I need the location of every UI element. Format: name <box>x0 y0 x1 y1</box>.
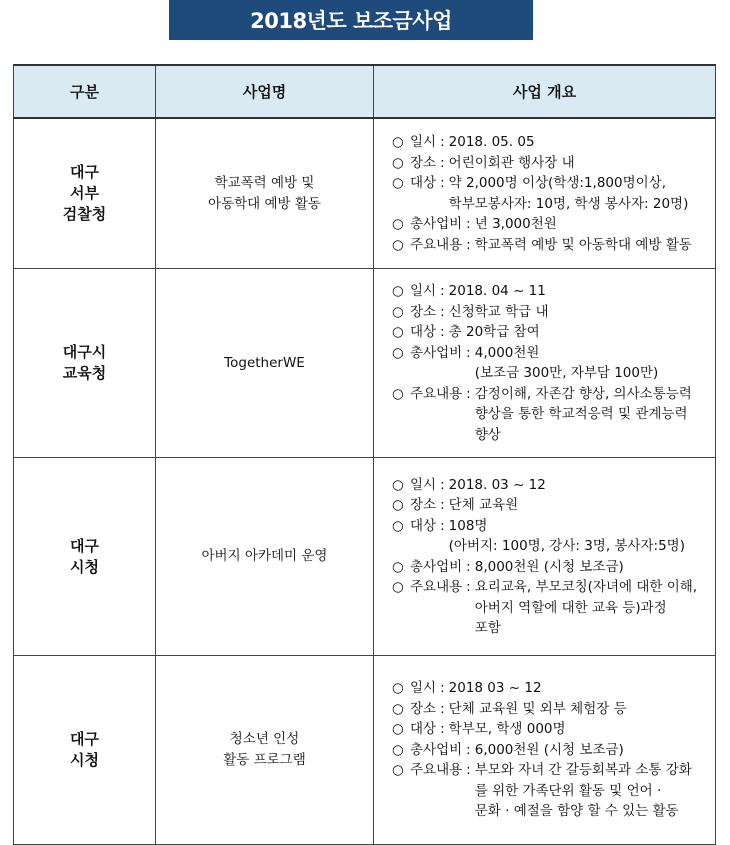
overview-item-content <box>475 214 711 235</box>
overview-item-label: 일시 <box>410 283 437 299</box>
overview-item-label: 장소 <box>410 700 437 717</box>
colon-separator: : <box>466 344 471 361</box>
circle-bullet-icon: ○ <box>392 476 404 493</box>
overview-item <box>392 132 711 153</box>
colon-separator: : <box>440 324 445 340</box>
category-line: 교육청 <box>62 364 107 382</box>
overview-item-line: 단체 교육원 <box>448 497 519 513</box>
overview-item-content <box>449 516 711 557</box>
project-name-line: 아동학대 예방 활동 <box>208 195 321 212</box>
overview-item-label: 대상 <box>410 721 437 738</box>
circle-bullet-icon: ○ <box>392 721 404 738</box>
overview-item-label: 총사업비 <box>410 216 463 232</box>
category-line: 대구시 <box>62 343 107 361</box>
overview-item-content <box>449 153 711 174</box>
table-row <box>14 269 716 458</box>
overview-item-line: 를 위한 가족단위 활동 및 언어 · <box>474 782 662 799</box>
project-name-line: 활동 프로그램 <box>223 752 306 768</box>
circle-bullet-icon: ○ <box>392 497 404 513</box>
table-header-row <box>14 65 716 118</box>
overview-item-content <box>475 343 711 384</box>
circle-bullet-icon: ○ <box>392 344 404 361</box>
overview-item-line: 감정이해, 자존감 향상, 의사소통능력 <box>474 385 692 402</box>
overview-item <box>392 153 711 174</box>
overview-item <box>392 235 711 256</box>
overview-item-line: 2018. 05. 05 <box>448 134 535 150</box>
overview-item-content <box>449 699 711 720</box>
overview-item <box>392 322 711 343</box>
overview-item <box>392 577 711 639</box>
category-line: 대구 <box>70 730 99 748</box>
colon-separator: : <box>440 303 445 320</box>
overview-item-content <box>449 132 711 153</box>
colon-separator: : <box>440 700 445 717</box>
overview-item <box>392 699 711 720</box>
overview-cell <box>374 458 716 656</box>
overview-item <box>392 516 711 557</box>
overview-item-line: (보조금 300만, 자부담 100만) <box>474 365 659 381</box>
circle-bullet-icon: ○ <box>392 154 404 171</box>
header-project-name: 사업명 <box>156 65 374 118</box>
circle-bullet-icon: ○ <box>392 680 404 697</box>
overview-item-label: 총사업비 <box>410 741 463 758</box>
overview-item-line: 아버지 역할에 대한 교육 등)과정 <box>474 599 667 616</box>
overview-item-line: 4,000천원 <box>474 344 540 361</box>
overview-item-line: 학교폭력 예방 및 아동학대 예방 활동 <box>474 236 692 253</box>
project-name-cell <box>156 458 374 656</box>
header-overview: 사업 개요 <box>374 65 716 118</box>
category-cell <box>14 269 156 458</box>
overview-item-line: 학부모, 학생 000명 <box>448 721 566 738</box>
project-name-line: 청소년 인성 <box>229 731 300 747</box>
colon-separator: : <box>466 558 471 575</box>
overview-item-label: 주요내용 <box>410 236 463 253</box>
overview-item <box>392 343 711 384</box>
overview-item-line: 2018 03 ~ 12 <box>448 680 542 697</box>
colon-separator: : <box>440 283 445 299</box>
overview-item-label: 대상 <box>410 517 437 534</box>
table-row <box>14 118 716 269</box>
colon-separator: : <box>466 579 471 595</box>
overview-item <box>392 281 711 302</box>
category-line: 시청 <box>70 751 99 769</box>
category-line: 검찰청 <box>62 205 107 223</box>
category-cell <box>14 118 156 269</box>
overview-cell <box>374 656 716 845</box>
overview-item-label: 장소 <box>410 303 437 320</box>
project-name-line: 아버지 아카데미 운영 <box>201 548 328 564</box>
colon-separator: : <box>466 385 471 402</box>
circle-bullet-icon: ○ <box>392 303 404 320</box>
overview-item <box>392 678 711 699</box>
overview-item-content <box>475 760 711 822</box>
overview-item-line: 총 20학급 참여 <box>448 324 540 340</box>
overview-item-content <box>449 719 711 740</box>
overview-item-content <box>449 302 711 323</box>
overview-item-label: 총사업비 <box>410 558 463 575</box>
colon-separator: : <box>466 216 471 232</box>
project-name-line: TogetherWE <box>224 354 305 371</box>
overview-item-label: 대상 <box>410 324 437 340</box>
overview-item <box>392 384 711 446</box>
category-line: 대구 <box>70 536 99 555</box>
circle-bullet-icon: ○ <box>392 762 404 779</box>
project-name-cell <box>156 656 374 845</box>
overview-item-label: 총사업비 <box>410 344 463 361</box>
category-cell <box>14 458 156 656</box>
overview-item-line: 단체 교육원 및 외부 체험장 등 <box>448 700 627 717</box>
overview-item-label: 주요내용 <box>410 762 463 779</box>
project-name-line: 학교폭력 예방 및 <box>214 174 315 191</box>
overview-item-content <box>449 322 711 343</box>
overview-item-content <box>475 384 711 446</box>
overview-item-content <box>475 557 711 578</box>
overview-item-content <box>475 577 711 639</box>
circle-bullet-icon: ○ <box>392 385 404 402</box>
page-title: 2018년도 보조금사업 <box>169 0 533 40</box>
subsidy-table <box>13 64 716 845</box>
overview-item-line: 6,000천원 (시청 보조금) <box>474 741 624 758</box>
overview-item-line: 부모와 자녀 간 갈등회복과 소통 강화 <box>474 762 692 779</box>
colon-separator: : <box>440 154 445 171</box>
colon-separator: : <box>440 721 445 738</box>
overview-item <box>392 214 711 235</box>
category-line: 대구 <box>70 163 99 181</box>
overview-item-line: (아버지: 100명, 강사: 3명, 봉사자:5명) <box>448 538 685 554</box>
category-line: 시청 <box>70 557 99 576</box>
overview-item-line: 년 3,000천원 <box>474 216 557 232</box>
overview-item-line: 2018. 03 ~ 12 <box>448 476 546 493</box>
circle-bullet-icon: ○ <box>392 741 404 758</box>
circle-bullet-icon: ○ <box>392 175 404 191</box>
colon-separator: : <box>440 476 445 493</box>
overview-cell <box>374 269 716 458</box>
circle-bullet-icon: ○ <box>392 517 404 534</box>
overview-item-line: 약 2,000명 이상(학생:1,800명이상, <box>448 175 667 191</box>
colon-separator: : <box>440 497 445 513</box>
overview-item-line: 108명 <box>448 517 488 534</box>
overview-item-line: 학부모봉사자: 10명, 학생 봉사자: 20명) <box>448 195 689 212</box>
overview-item <box>392 719 711 740</box>
overview-item-line: 포함 <box>474 620 501 636</box>
overview-item-line: 2018. 04 ~ 11 <box>448 283 546 299</box>
overview-item <box>392 302 711 323</box>
circle-bullet-icon: ○ <box>392 134 404 150</box>
overview-cell <box>374 118 716 269</box>
overview-item-label: 일시 <box>410 476 437 493</box>
colon-separator: : <box>440 134 445 150</box>
colon-separator: : <box>466 236 471 253</box>
header-category: 구분 <box>14 65 156 118</box>
table-row <box>14 458 716 656</box>
overview-item-label: 대상 <box>410 175 437 191</box>
overview-item-content <box>449 475 711 496</box>
overview-item-line: 요리교육, 부모코칭(자녀에 대한 이해, <box>474 579 698 595</box>
overview-item-content <box>449 495 711 516</box>
circle-bullet-icon: ○ <box>392 579 404 595</box>
overview-item-content <box>475 235 711 256</box>
table-row <box>14 656 716 845</box>
overview-item-content <box>449 173 711 214</box>
overview-item-label: 일시 <box>410 680 437 697</box>
circle-bullet-icon: ○ <box>392 700 404 717</box>
overview-item <box>392 173 711 214</box>
overview-item <box>392 557 711 578</box>
overview-item-content <box>449 678 711 699</box>
overview-item-line: 신청학교 학급 내 <box>448 303 549 320</box>
overview-item-label: 주요내용 <box>410 579 463 595</box>
circle-bullet-icon: ○ <box>392 558 404 575</box>
circle-bullet-icon: ○ <box>392 324 404 340</box>
project-name-cell <box>156 269 374 458</box>
colon-separator: : <box>466 741 471 758</box>
overview-item-line: 향상을 통한 학교적응력 및 관계능력 <box>474 406 688 422</box>
colon-separator: : <box>466 762 471 779</box>
overview-item <box>392 495 711 516</box>
colon-separator: : <box>440 175 445 191</box>
overview-item-label: 일시 <box>410 134 437 150</box>
circle-bullet-icon: ○ <box>392 283 404 299</box>
circle-bullet-icon: ○ <box>392 216 404 232</box>
overview-item-line: 8,000천원 (시청 보조금) <box>474 558 624 575</box>
overview-item-label: 장소 <box>410 497 437 513</box>
circle-bullet-icon: ○ <box>392 236 404 253</box>
overview-item <box>392 760 711 822</box>
project-name-cell <box>156 118 374 269</box>
overview-item-label: 주요내용 <box>410 385 463 402</box>
overview-item-content <box>475 740 711 761</box>
overview-item <box>392 740 711 761</box>
colon-separator: : <box>440 517 445 534</box>
overview-item-line: 어린이회관 행사장 내 <box>448 154 575 171</box>
overview-item-content <box>449 281 711 302</box>
category-line: 서부 <box>70 184 99 202</box>
overview-item-label: 장소 <box>410 154 437 171</box>
overview-item-line: 문화 · 예절을 함양 할 수 있는 활동 <box>474 803 679 820</box>
overview-item <box>392 475 711 496</box>
category-cell <box>14 656 156 845</box>
overview-item-line: 향상 <box>474 426 501 443</box>
colon-separator: : <box>440 680 445 697</box>
